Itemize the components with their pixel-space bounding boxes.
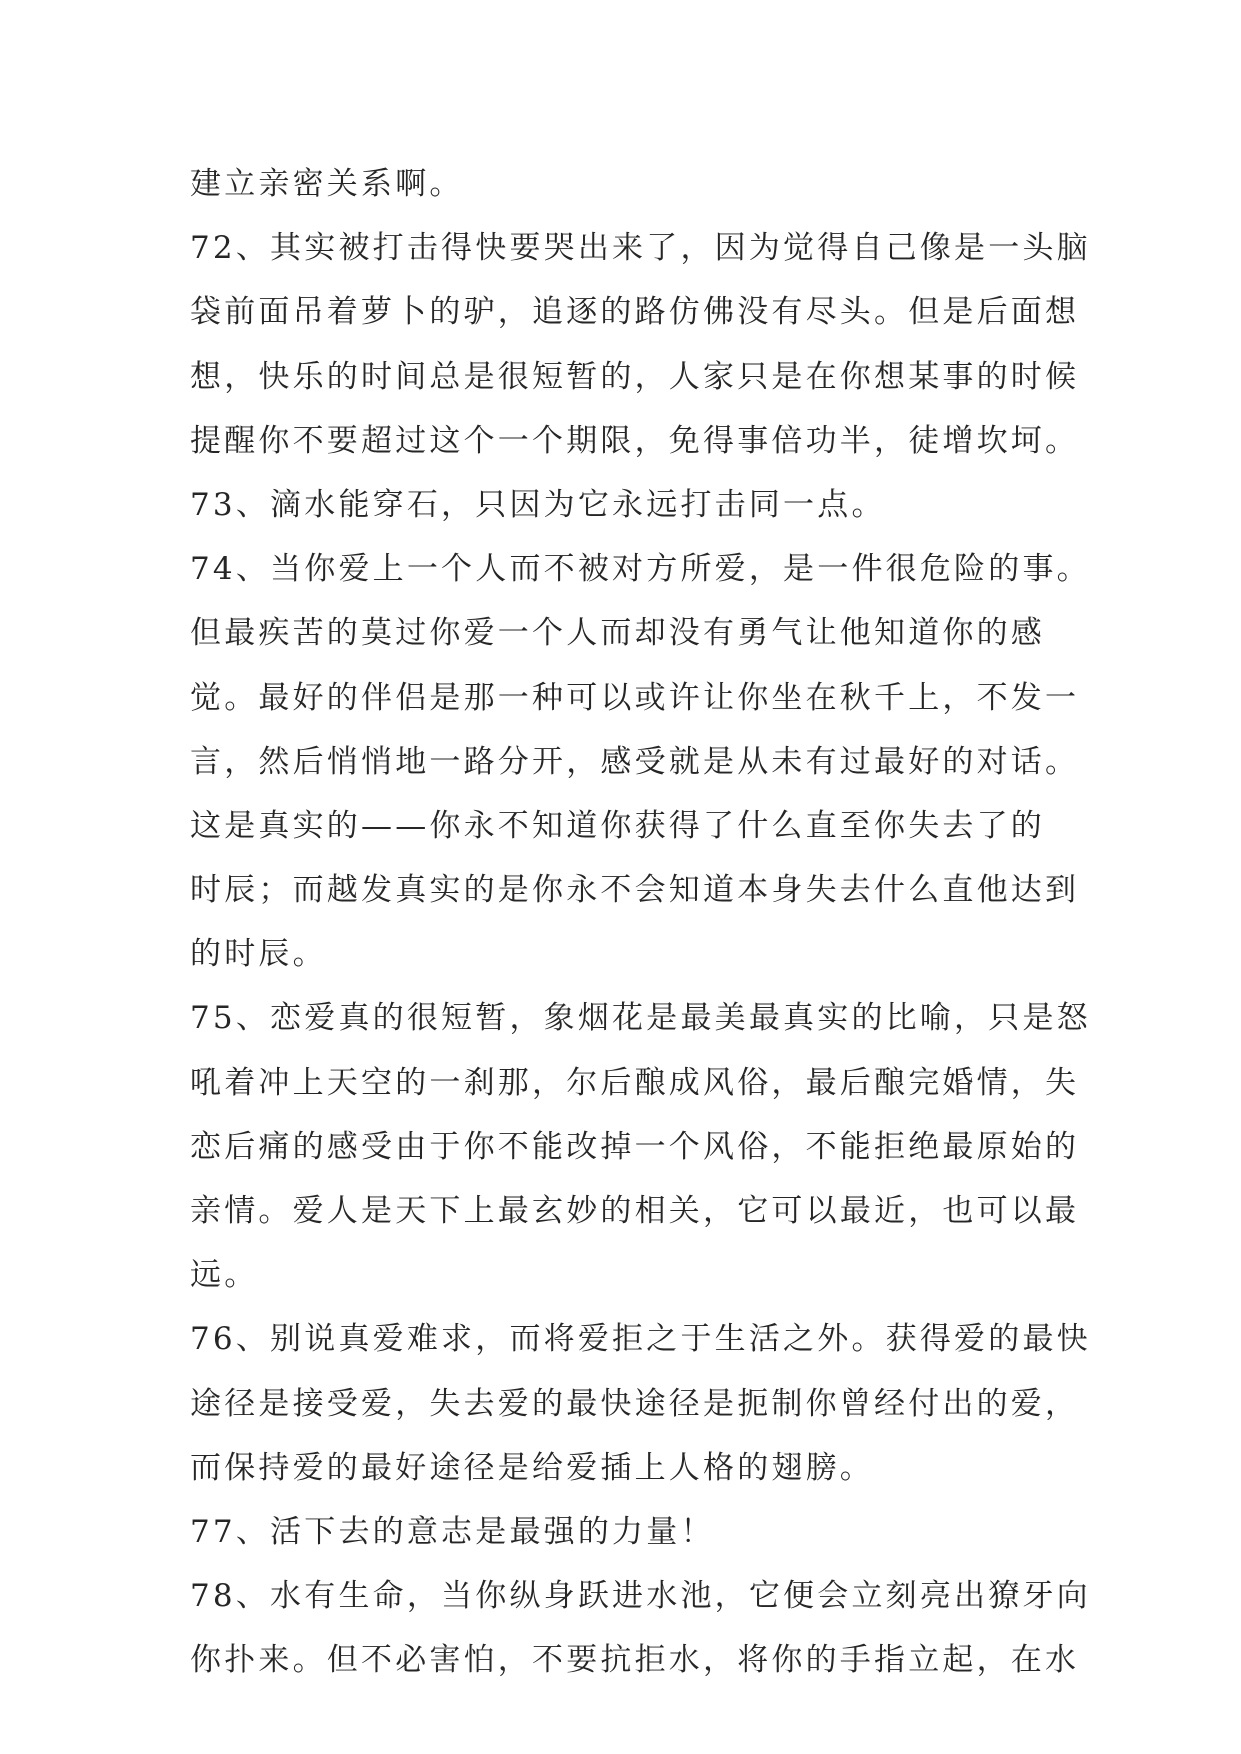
text-line: 建立亲密关系啊。: [190, 166, 464, 202]
text-line: 言，然后悄悄地一路分开，感受就是从未有过最好的对话。: [190, 743, 1080, 780]
text-line: 吼着冲上天空的一刹那，尔后酿成风俗，最后酿完婚情，失: [190, 1064, 1080, 1101]
text-line: 74、当你爱上一个人而不被对方所爱，是一件很危险的事。: [190, 551, 1091, 588]
text-line: 远。: [190, 1257, 259, 1294]
document-body: [190, 152, 1091, 1693]
text-line: 的时辰。: [190, 936, 327, 973]
text-line: 亲情。爱人是天下上最玄妙的相关，它可以最近，也可以最: [190, 1193, 1080, 1229]
text-line: 78、水有生命，当你纵身跃进水池，它便会立刻亮出獠牙向: [190, 1578, 1091, 1615]
text-line: 觉。最好的伴侣是那一种可以或许让你坐在秋千上，不发一: [190, 679, 1080, 716]
text-line: 提醒你不要超过这个一个期限，免得事倍功半，徒增坎坷。: [190, 422, 1080, 459]
text-line: 想，快乐的时间总是很短暂的，人家只是在你想某事的时候: [190, 358, 1080, 395]
text-line: 这是真实的——你永不知道你获得了什么直至你失去了的: [190, 807, 1045, 844]
text-line: 76、别说真爱难求，而将爱拒之于生活之外。获得爱的最快: [190, 1321, 1091, 1358]
text-line: 恋后痛的感受由于你不能改掉一个风俗，不能拒绝最原始的: [190, 1128, 1080, 1165]
text-line: 73、滴水能穿石，只因为它永远打击同一点。: [190, 486, 886, 523]
text-line: 时辰；而越发真实的是你永不会知道本身失去什么直他达到: [190, 872, 1080, 909]
text-line: 你扑来。但不必害怕，不要抗拒水，将你的手指立起，在水: [190, 1642, 1080, 1679]
text-line: 途径是接受爱，失去爱的最快途径是扼制你曾经付出的爱，: [190, 1385, 1080, 1422]
text-line: 75、恋爱真的很短暂，象烟花是最美最真实的比喻，只是怒: [190, 1000, 1091, 1037]
text-line: 72、其实被打击得快要哭出来了，因为觉得自己像是一头脑: [190, 230, 1091, 267]
text-line: 77、活下去的意志是最强的力量！: [190, 1513, 715, 1550]
text-line: 袋前面吊着萝卜的驴，追逐的路仿佛没有尽头。但是后面想: [190, 294, 1080, 331]
text-line: 但最疾苦的莫过你爱一个人而却没有勇气让他知道你的感: [190, 615, 1045, 652]
text-line: 而保持爱的最好途径是给爱插上人格的翅膀。: [190, 1449, 874, 1486]
